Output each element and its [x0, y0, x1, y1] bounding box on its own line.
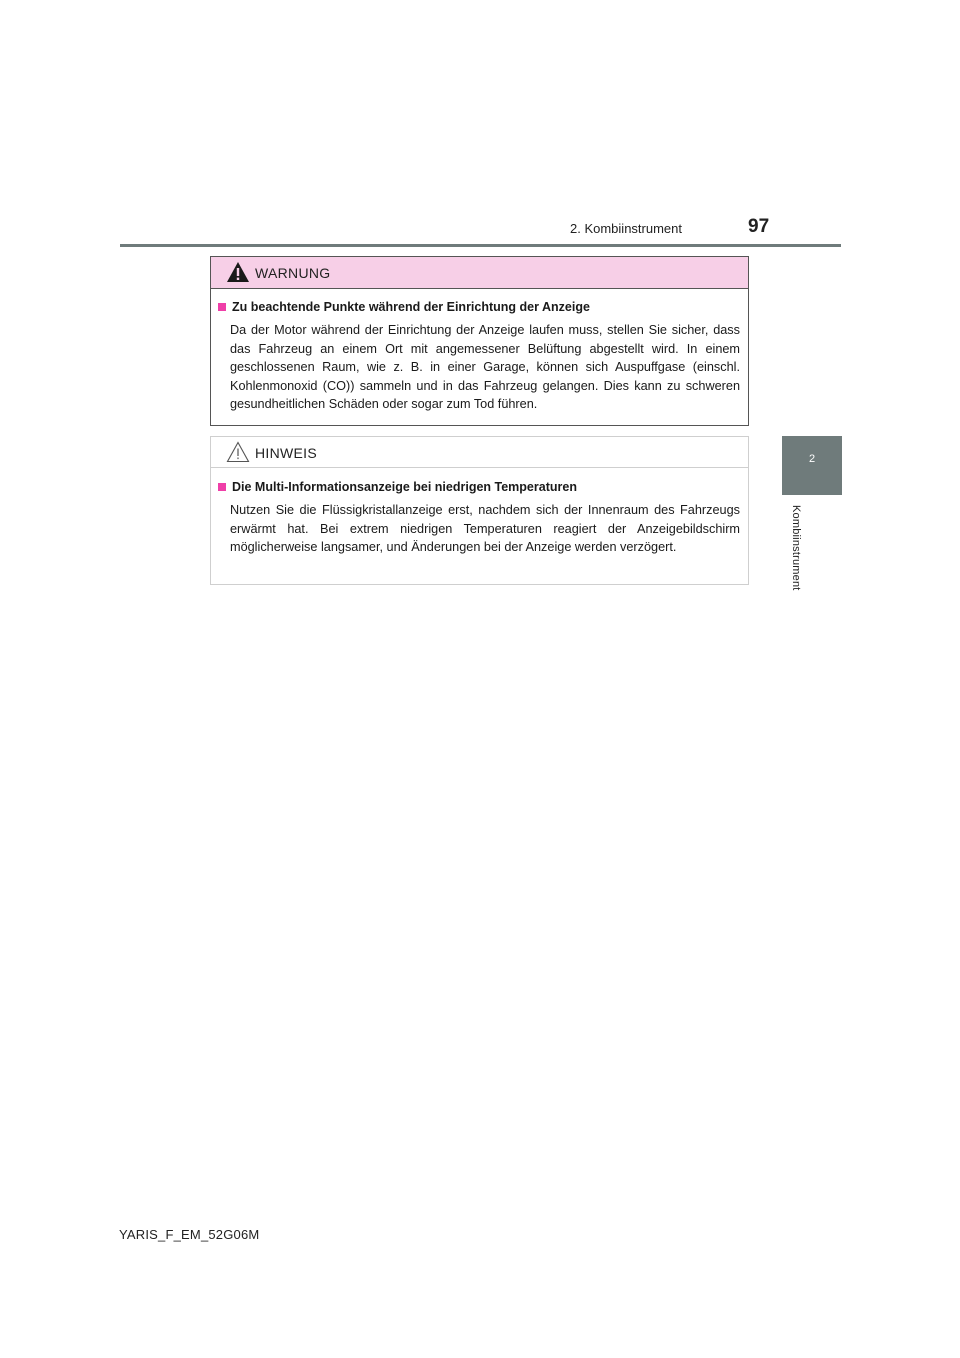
notice-item-title: [218, 480, 577, 494]
chapter-label: Kombiinstrument: [790, 505, 802, 591]
warning-item-text: Da der Motor während der Einrichtung der Anzeige laufen muss, stellen Sie sicher, dass das Fahrzeug an einem Ort mit angemessener Belüftung abgestellt wird. In einem geschlossenen Raum, wie z. B. in einer Garage, können sich Auspuffgase (einschl. Kohlenmonoxid (CO)) sammeln und in das Fahrzeug gelangen. Dies kann zu schweren gesundheitlichen Schäden oder sogar zum Tod führen.: [230, 323, 740, 411]
notice-box: [210, 436, 749, 585]
running-header-section: 2. Kombiinstrument: [570, 221, 682, 236]
page-number: 97: [748, 216, 770, 237]
notice-header: [211, 437, 748, 468]
notice-label: HINWEIS: [255, 445, 317, 461]
warning-item-title-text: Zu beachtende Punkte während der Einrichtung der Anzeige: [232, 300, 590, 314]
warning-label: WARNUNG: [255, 265, 331, 281]
square-bullet-icon: [218, 303, 226, 311]
warning-header: [211, 257, 748, 289]
warning-triangle-icon: [226, 261, 250, 283]
square-bullet-icon: [218, 483, 226, 491]
chapter-number: 2: [808, 453, 816, 465]
warning-box: [210, 256, 749, 426]
notice-item-text: Nutzen Sie die Flüssigkristallanzeige erst, nachdem sich der Innenraum des Fahrzeugs erwärmt hat. Bei extrem niedrigen Temperaturen reagiert der Anzeigebildschirm möglicherweise langsamer, und Änderungen bei der Anzeige werden verzögert.: [230, 503, 740, 554]
caution-triangle-outline-icon: [226, 441, 250, 463]
document-code: YARIS_F_EM_52G06M: [119, 1227, 260, 1242]
header-rule: [120, 244, 841, 247]
chapter-tab: [782, 436, 842, 495]
notice-item-title-text: Die Multi-Informationsanzeige bei niedrigen Temperaturen: [232, 480, 577, 494]
warning-item-title: [218, 300, 590, 314]
